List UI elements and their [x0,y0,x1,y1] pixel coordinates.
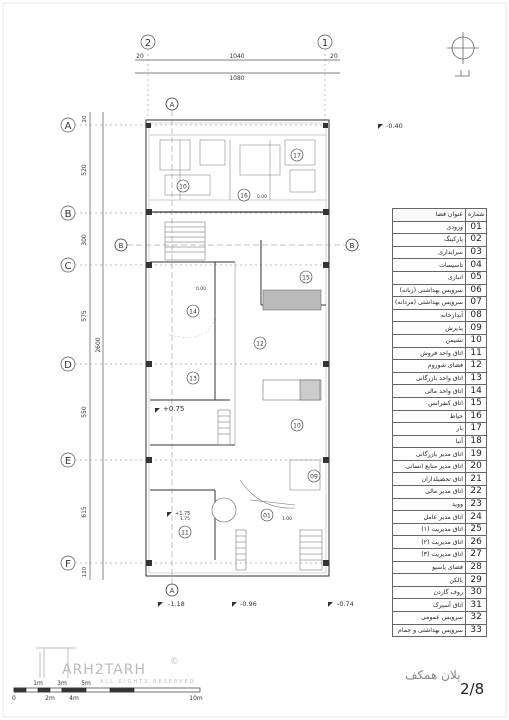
dim-left-seg7: 120 [82,566,88,578]
sheet-title: پلان همکف [405,668,461,682]
legend-room-number: 11 [465,347,486,360]
legend-row [393,561,487,574]
legend-room-name: اتاق آسپرک [393,599,466,612]
dim-left-seg3: 300 [81,234,88,246]
axis-B-label: B [64,209,72,220]
legend-room-number: 13 [465,372,486,385]
north-arrow-icon [447,32,479,76]
legend-room-name: انباری [393,271,466,284]
legend-header-name: عنوان فضا [393,209,466,222]
legend-room-number: 14 [465,385,486,398]
legend-room-name: آبدارخانه [393,309,466,322]
legend-room-number: 29 [465,574,486,587]
legend-row [393,574,487,587]
axis-F-label: F [65,559,71,570]
legend-room-number: 30 [465,586,486,599]
legend-row [393,523,487,536]
axis-A-label: A [64,121,72,132]
legend-room-name: فضای پاسیو [393,561,466,574]
axis-D-label: D [64,360,72,371]
level-bottom-left: -1.18 [168,600,185,608]
legend-room-name: حیاط [393,410,466,423]
legend-room-name: اتاق مدیر مالی [393,486,466,499]
legend-row [393,259,487,272]
room-tag-circles [177,149,320,538]
legend-row [393,473,487,486]
legend-row [393,549,487,562]
legend-room-name: اتاق مدیریت (۱) [393,523,466,536]
room-tag-17: 17 [293,152,301,160]
legend-row [393,511,487,524]
dim-top-inner: 1040 [229,53,245,60]
scale-1m: 1m [33,680,43,687]
room-tag-13: 13 [189,375,197,383]
legend-row [393,271,487,284]
room-legend-table [392,208,487,637]
logo-copyright: © [170,657,179,667]
legend-room-number: 02 [465,234,486,247]
level-lower: +1.75 [175,511,191,517]
legend-room-number: 06 [465,284,486,297]
logo-text: ARH2TARH [62,662,147,678]
dim-top-right: 20 [330,53,338,60]
dim-left-seg5: 550 [81,406,88,418]
level-room10: 0.00 [196,287,207,292]
legend-room-name: اتاق واحد مالی [393,385,466,398]
legend-row [393,460,487,473]
legend-row [393,385,487,398]
legend-room-number: 18 [465,435,486,448]
legend-row [393,586,487,599]
legend-row [393,372,487,385]
legend-room-number: 21 [465,473,486,486]
dim-left-seg1: 20 [82,115,88,123]
legend-room-number: 16 [465,410,486,423]
legend-room-number: 01 [465,221,486,234]
legend-row [393,284,487,297]
legend-room-name: سرویس بهداشتی (زنانه) [393,284,466,297]
furniture [170,290,321,522]
legend-room-number: 27 [465,549,486,562]
legend-room-name: وويد [393,498,466,511]
legend-room-number: 08 [465,309,486,322]
legend-row [393,309,487,322]
sheet-number: 2/8 [460,680,485,698]
room-tag-12: 12 [256,340,264,348]
logo-subtext: ALL RIGHTS RESERVED [100,679,196,685]
level-mid: +0.75 [163,405,185,413]
legend-room-name: ورودی [393,221,466,234]
legend-room-number: 19 [465,448,486,461]
scale-4m: 4m [69,695,79,702]
scale-2m: 2m [45,695,55,702]
level-bottom-mid: -0.96 [240,600,257,608]
section-a-bottom: A [169,587,175,595]
legend-room-name: تاسیسات [393,259,466,272]
legend-room-name: سرویس عمومی [393,612,466,625]
legend-room-number: 23 [465,498,486,511]
axis-C-label: C [64,261,72,272]
legend-header-num: شماره [465,209,486,222]
legend-room-number: 20 [465,460,486,473]
legend-row [393,347,487,360]
legend-room-number: 10 [465,334,486,347]
axis-1-label: 1 [321,38,329,49]
legend-room-name: سرویس بهداشتی (مردانه) [393,297,466,310]
legend-room-name: اتاق مدیریت (۲) [393,536,466,549]
legend-row [393,246,487,259]
legend-row [393,334,487,347]
legend-header-row [393,209,487,222]
legend-room-name: بار [393,423,466,436]
dim-left-seg6: 615 [81,506,88,518]
axis-2-label: 2 [144,38,152,49]
legend-room-name: پارکینگ [393,234,466,247]
legend-room-name: اتاق مدیر منابع انسانی [393,460,466,473]
legend-room-number: 26 [465,536,486,549]
dim-top-total: 1080 [229,75,245,82]
room-tag-16: 16 [240,192,248,200]
legend-room-name: اتاق مدیر بازرگانی [393,448,466,461]
level-room01: 1.00 [282,517,293,522]
legend-row [393,486,487,499]
legend-room-number: 31 [465,599,486,612]
scale-5m: 5m [81,680,91,687]
legend-row [393,435,487,448]
structural-columns [146,123,329,566]
legend-room-number: 32 [465,612,486,625]
legend-room-number: 25 [465,523,486,536]
dim-left-total: 2600 [95,337,102,353]
scale-0: 0 [12,695,16,702]
legend-row [393,397,487,410]
legend-room-name: اتاق تحصیلداران [393,473,466,486]
room-tag-14: 14 [189,308,197,316]
legend-room-number: 28 [465,561,486,574]
section-b-right: B [349,242,355,250]
legend-room-name: اتاق کنفرانس [393,397,466,410]
legend-row [393,612,487,625]
legend-room-name: اتاق مدیریت (۳) [393,549,466,562]
building-walls [146,120,329,576]
legend-room-number: 24 [465,511,486,524]
scale-10m: 10m [189,695,203,702]
legend-room-name: اتاق مدیر عامل [393,511,466,524]
legend-room-name: اتاق واحد فروش [393,347,466,360]
legend-room-name: نشیمن [393,334,466,347]
legend-row [393,599,487,612]
scale-3m: 3m [57,680,67,687]
legend-room-number: 04 [465,259,486,272]
legend-room-number: 12 [465,360,486,373]
legend-room-number: 17 [465,423,486,436]
legend-row [393,221,487,234]
legend-room-number: 09 [465,322,486,335]
legend-row [393,448,487,461]
legend-room-name: بالکن [393,574,466,587]
axis-E-label: E [64,456,72,467]
legend-room-name: سرویس بهداشتی و حمام [393,624,466,637]
legend-row [393,297,487,310]
legend-row [393,624,487,637]
legend-row [393,360,487,373]
room-tag-09: 09 [310,473,318,481]
room-tag-01: 01 [263,512,271,520]
dim-top-left: 20 [136,53,144,60]
scale-bar [14,688,200,692]
room-tag-11: 11 [181,529,189,537]
legend-row [393,234,487,247]
legend-room-name: روف گاردن [393,586,466,599]
level-room16: 0.00 [257,195,268,200]
legend-room-number: 05 [465,271,486,284]
level-room11: 1.75 [180,517,191,522]
legend-body [393,221,487,637]
legend-row [393,498,487,511]
legend-row [393,423,487,436]
room-tag-10-top: 10 [179,183,187,191]
dim-left-seg4: 575 [81,310,88,322]
room-tag-15: 15 [302,274,310,282]
legend-room-name: فضای شوروم [393,360,466,373]
legend-room-number: 33 [465,624,486,637]
legend-row [393,322,487,335]
section-a-top: A [169,101,175,109]
legend-room-name: پذیرش [393,322,466,335]
legend-row [393,536,487,549]
legend-room-number: 22 [465,486,486,499]
legend-room-number: 03 [465,246,486,259]
legend-room-name: آنبا [393,435,466,448]
section-marks [115,98,358,596]
legend-room-name: اتاق واحد بازرگانی [393,372,466,385]
legend-row [393,410,487,423]
level-bottom-right: -0.74 [337,600,354,608]
room-tag-10-mid: 10 [293,422,301,430]
level-top-right: -0.40 [386,122,403,130]
dim-left-seg2: 520 [81,164,88,176]
section-b-left: B [118,242,124,250]
legend-room-name: سرایداری [393,246,466,259]
legend-room-number: 07 [465,297,486,310]
legend-room-number: 15 [465,397,486,410]
